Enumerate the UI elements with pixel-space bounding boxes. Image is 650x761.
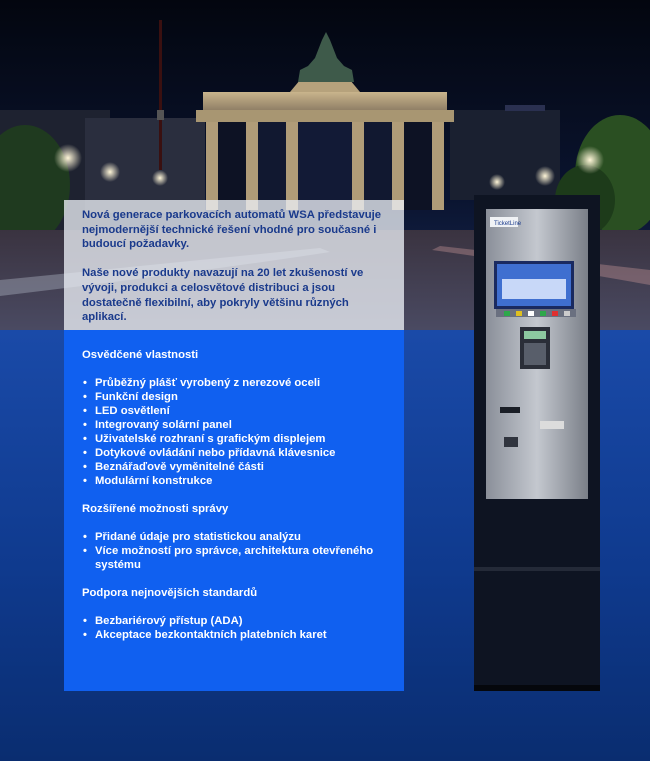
list-item: • Průběžný plášť vyrobený z nerezové oceli: [82, 376, 392, 390]
list-item: • Uživatelské rozhraní s grafickým displejem: [82, 432, 392, 446]
list-item: • Bezbariérový přístup (ADA): [82, 614, 392, 628]
intro-paragraph-2: Naše nové produkty navazují na 20 let zkušeností ve vývoji, produkci a celosvětové distribuci a jsou dostatečně flexibilní, aby pokryly většinu různých aplikací.: [82, 267, 364, 324]
list-item: • Integrovaný solární panel: [82, 418, 392, 432]
section-title: Rozšířené možnosti správy: [82, 503, 229, 515]
features-text: [82, 348, 392, 656]
list-item: • Více možností pro správce, architektura otevřeného systému: [82, 544, 392, 572]
feature-list: [82, 376, 392, 488]
kiosk-brand: TicketLine: [494, 221, 522, 227]
section-title: Osvědčené vlastnosti: [82, 349, 199, 361]
list-item: • Funkční design: [82, 390, 392, 404]
list-item: • Modulární konstrukce: [82, 474, 392, 488]
management-list: [82, 530, 392, 572]
list-item: • Beznářaďově vyměnitelné části: [82, 460, 392, 474]
standards-list: [82, 614, 392, 642]
parking-machine-image: [474, 195, 600, 691]
intro-text: [82, 208, 382, 339]
list-item: • Dotykové ovládání nebo přídavná klávesnice: [82, 446, 392, 460]
intro-paragraph-1: Nová generace parkovacích automatů WSA představuje nejmodernější technické řešení vhodné pro současné i budoucí požadavky.: [82, 209, 382, 251]
list-item: • LED osvětlení: [82, 404, 392, 418]
list-item: • Akceptace bezkontaktních platebních karet: [82, 628, 392, 642]
list-item: • Přidané údaje pro statistickou analýzu: [82, 530, 392, 544]
section-title: Podpora nejnovějších standardů: [82, 587, 258, 599]
